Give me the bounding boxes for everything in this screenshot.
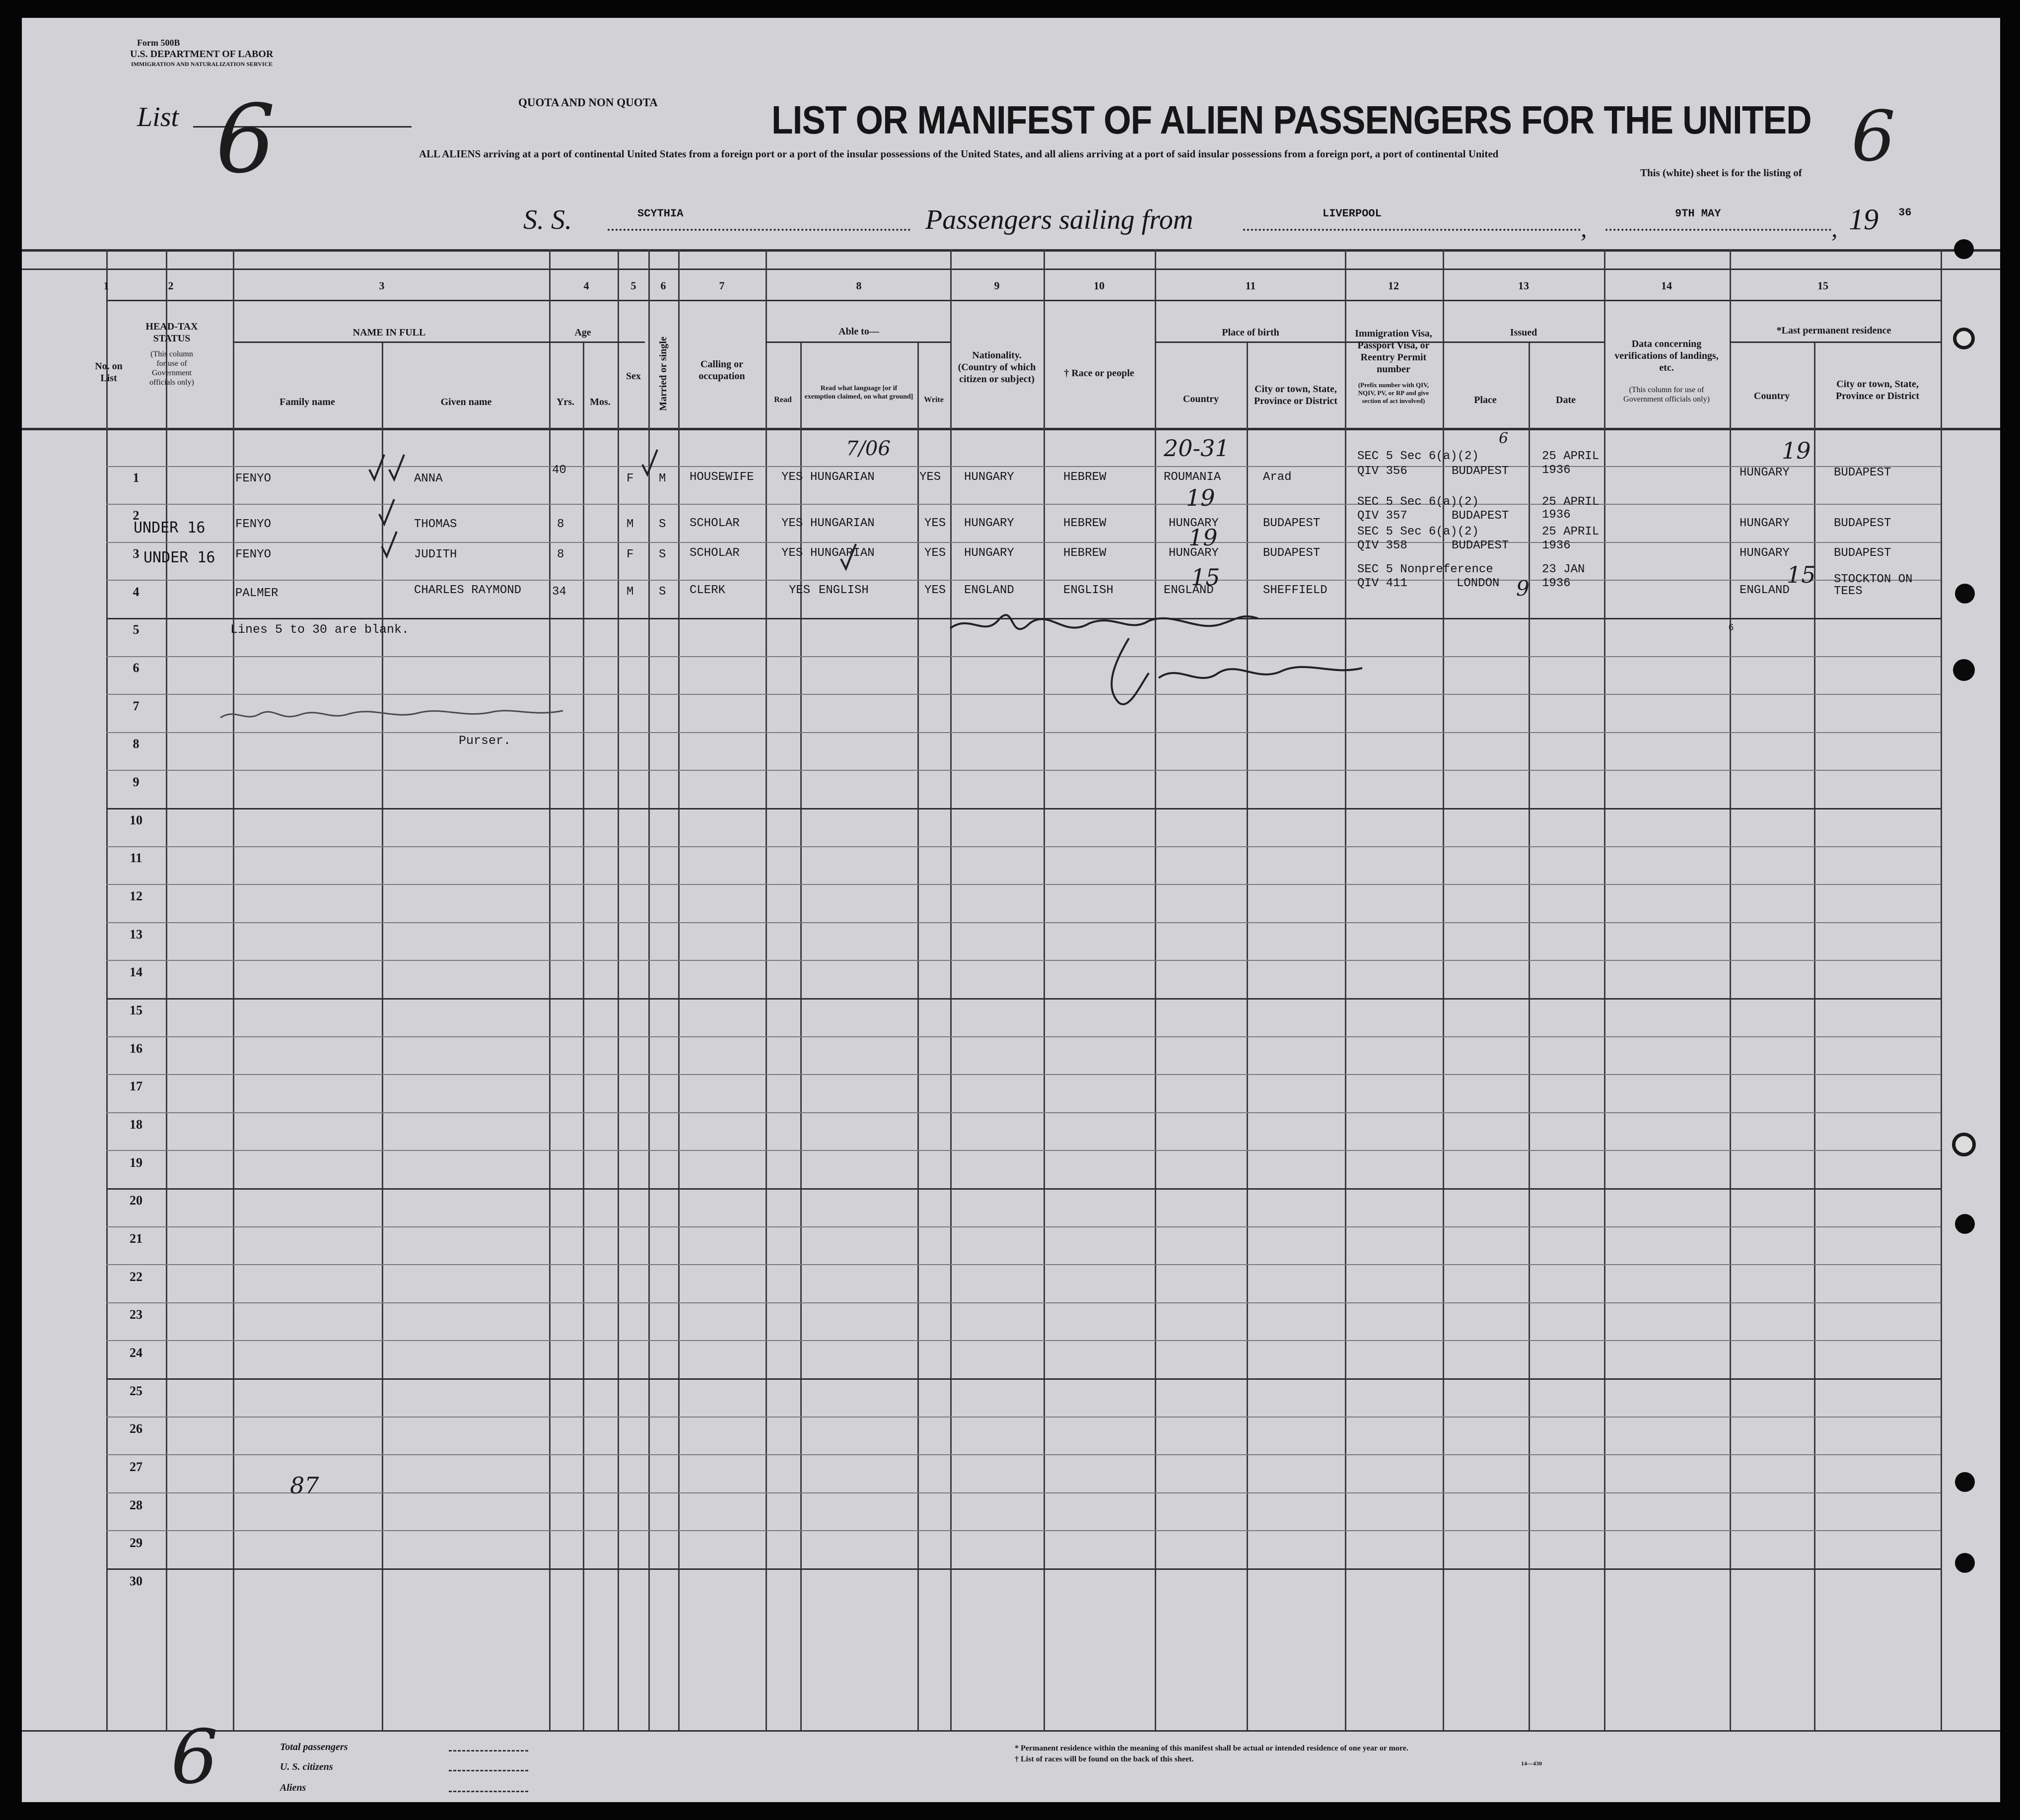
- occupation: SCHOLAR: [690, 517, 740, 530]
- year-suffix: 36: [1898, 206, 1912, 219]
- race: ENGLISH: [1063, 584, 1114, 597]
- given-name: THOMAS: [414, 518, 457, 531]
- header-family-name: Family name: [279, 397, 335, 407]
- row-number: 6: [133, 661, 139, 675]
- row-number: 17: [130, 1079, 142, 1093]
- col-number: 7: [719, 279, 725, 292]
- purser-signature: [215, 703, 573, 728]
- row-divider: [106, 732, 1941, 733]
- birth-country: HUNGARY: [1169, 546, 1219, 560]
- birth-city: Arad: [1263, 471, 1292, 484]
- row-number: 13: [130, 927, 142, 942]
- handwritten-note: 19: [1186, 484, 1215, 511]
- row-divider: [106, 770, 1941, 771]
- handwritten-note: 6: [1499, 430, 1509, 447]
- handwritten-note: 20-31: [1164, 435, 1230, 462]
- handwritten-mark: 6: [171, 1714, 218, 1801]
- header-given-name: Given name: [440, 397, 492, 407]
- header-data-note: (This column for use of Government officials only): [1623, 386, 1710, 404]
- port-underline: [1243, 229, 1581, 231]
- header-res-country: Country: [1753, 391, 1790, 402]
- department-label: U.S. DEPARTMENT OF LABOR: [130, 49, 274, 60]
- check-marks: [320, 445, 866, 604]
- sex: M: [627, 518, 634, 531]
- col-number: 14: [1661, 279, 1672, 292]
- header-birth-city: City or town, State, Province or District: [1254, 384, 1338, 406]
- given-name: CHARLES RAYMOND: [414, 584, 522, 597]
- row-divider: [106, 1226, 1941, 1227]
- header-read-language: Read what language [or if exemption claimed, on what ground]: [804, 385, 913, 401]
- binder-hole: [1952, 1133, 1976, 1156]
- handwritten-note: 9: [1516, 576, 1530, 601]
- row-number: 15: [130, 1003, 142, 1017]
- row-number: 21: [130, 1231, 142, 1246]
- row-number: 28: [130, 1498, 142, 1512]
- sex: F: [627, 548, 634, 561]
- header-no-on-list: No. on List: [95, 361, 123, 384]
- header-visa-note: (Prefix number with QIV, NQIV, PV, or RP and give section of act involved): [1358, 381, 1429, 404]
- col-number: 12: [1388, 279, 1399, 292]
- row-number: 26: [130, 1421, 142, 1436]
- row-divider: [106, 1074, 1941, 1075]
- header-married: Married or single: [658, 337, 669, 411]
- col-number: 4: [583, 279, 589, 292]
- header-calling: Calling or occupation: [698, 359, 745, 382]
- sex: M: [627, 585, 634, 599]
- sailing-label: Passengers sailing from: [925, 204, 1193, 235]
- birth-country: ENGLAND: [1164, 584, 1214, 597]
- header-able-to: Able to—: [838, 326, 879, 337]
- col-number: 1: [103, 279, 109, 292]
- small-mark: 6: [1729, 622, 1734, 632]
- row-number: 4: [133, 585, 139, 599]
- row-number: 27: [130, 1460, 142, 1474]
- issue-year: 1936: [1542, 508, 1571, 522]
- issue-date: 25 APRIL: [1542, 525, 1600, 539]
- birth-city: BUDAPEST: [1263, 546, 1321, 560]
- given-name: JUDITH: [414, 548, 457, 561]
- row-number: 11: [130, 851, 142, 865]
- race: HEBREW: [1063, 471, 1107, 484]
- issue-year: 1936: [1542, 539, 1571, 552]
- blank-lines-note: Lines 5 to 30 are blank.: [230, 622, 410, 637]
- residence-city: BUDAPEST: [1834, 546, 1891, 560]
- handwritten-note: 15: [1191, 564, 1220, 591]
- given-name: ANNA: [414, 472, 443, 485]
- row-number: 10: [130, 813, 142, 827]
- quota-label: QUOTA AND NON QUOTA: [518, 96, 658, 109]
- nationality: HUNGARY: [964, 517, 1014, 530]
- header-race: † Race or people: [1064, 368, 1134, 379]
- col-number: 3: [379, 279, 385, 292]
- issue-place: LONDON: [1457, 577, 1500, 590]
- binder-hole: [1955, 1472, 1975, 1492]
- total-passengers-label: Total passengers: [280, 1742, 348, 1753]
- list-number: 6: [215, 84, 276, 194]
- header-mos: Mos.: [590, 397, 611, 407]
- footnote-races: † List of races will be found on the back of this sheet.: [1015, 1755, 1194, 1763]
- read-language: HUNGARIAN: [810, 471, 875, 484]
- header-issued: Issued: [1510, 327, 1537, 338]
- binder-hole: [1955, 1553, 1975, 1573]
- col-number: 10: [1094, 279, 1105, 292]
- residence-city: STOCKTON ON TEES: [1834, 573, 1913, 598]
- marital-status: S: [659, 548, 666, 561]
- row-number: 9: [133, 775, 139, 789]
- row-number: 12: [130, 889, 142, 903]
- header-yrs: Yrs.: [556, 397, 575, 407]
- marital-status: S: [659, 518, 666, 531]
- sex: F: [627, 472, 634, 485]
- residence-country: ENGLAND: [1740, 584, 1790, 597]
- manifest-title: LIST OR MANIFEST OF ALIEN PASSENGERS FOR THE UNITED: [771, 98, 1811, 142]
- row-number: 18: [130, 1117, 142, 1132]
- issue-year: 1936: [1542, 464, 1571, 477]
- residence-city: BUDAPEST: [1834, 466, 1891, 479]
- nationality: HUNGARY: [964, 546, 1014, 560]
- manifest-subtitle: ALL ALIENS arriving at a port of continental United States from a foreign port or a port of the insular possessions of the United States, and all aliens arriving at a port of said insular possessions from a foreign port, a port of continental United: [419, 148, 1499, 160]
- issue-date: 25 APRIL: [1542, 450, 1600, 463]
- row-divider: [106, 1112, 1941, 1113]
- row-divider: [106, 884, 1941, 885]
- issue-place: BUDAPEST: [1452, 539, 1509, 552]
- read-language: HUNGARIAN: [810, 546, 875, 560]
- family-name: PALMER: [235, 587, 279, 600]
- header-write: Write: [924, 396, 944, 404]
- age-years: 34: [552, 585, 566, 599]
- row-divider: [106, 846, 1941, 847]
- service-label: IMMIGRATION AND NATURALIZATION SERVICE: [131, 61, 273, 67]
- visa-section: SEC 5 Nonpreference: [1357, 563, 1493, 576]
- manifest-sheet: Form 500B U.S. DEPARTMENT OF LABOR IMMIGRATION AND NATURALIZATION SERVICE List 6 QUOTA AND NON QUOTA LIST OR MANIFEST OF ALIEN PASSENGERS FOR THE UNITED ALL ALIENS arriving at a port of continental United States from a foreign port or a port of the insular possessions of the United States, and all aliens arriving at a port of said insular possessions from a foreign port, a port of continental United This (white) sheet is for the listing of 6 S. S. SCYTHIA Passengers sailing from LIVERPOOL , 9TH MAY , 19 36 1 2 3 4 5 6 7 8 9 10 11 12 13 14 15 No. on List HEAD-TAX STATUS (This column for use of Government officials only) NAME IN FULL Family name Given name Age Yrs. Mos. Sex Married or single Calling or occupation Able to— Read Read what language [or if exemption claimed, on what ground] Write Nationality. (Country of which citizen or subject) † Race or people Place of birth Country City or town, State, Province or District Immigration Visa, Passport Visa, or Reentry Permit number (Prefix number with QIV, NQIV, PV, or RP and give section of act involved) Issued Place Date Data concerning verifications of landings, etc. (This column for use of Government officials only) *Last permanent residence Country City or town, State, Province or District 1 2 3 4 5 6 7 8 9 10 11 12 13 14 15 16 17 18 19 20 21 22 23 24 25 26 27 28 29 30 FENYO ANNA 40 F M HOUSEWIFE YES HUNGARIAN YES HUNGARY HEBREW ROUMANIA Arad SEC 5 Sec 6(a)(2) QIV 356 BUDAPEST 25 APRIL 1936 HUNGARY BUDAPEST UNDER 16 FENYO THOMAS 8 M S SCHOLAR YES HUNGARIAN YES HUNGARY HEBREW HUNGARY BUDAPEST SEC 5 Sec 6(a)(2) QIV 357 BUDAPEST 25 APRIL 1936 HUNGARY BUDAPEST UNDER 16 FENYO JUDITH 8 F S SCHOLAR YES HUNGARIAN YES HUNGARY HEBREW HUNGARY BUDAPEST SEC 5 Sec 6(a)(2) QIV 358 BUDAPEST 25 APRIL 1936 HUNGARY BUDAPEST PALMER CHARLES RAYMOND 34 M S CLERK YES ENGLISH YES ENGLAND ENGLISH ENGLAND SHEFFIELD SEC 5 Nonpreference QIV 411 LONDON 23 JAN 1936 ENGLAND STOCKTON ON TEES Lines 5 to 30 are blank. Purser. 87 20-31 19 19 15 19 15 7/06 9 6 6 Total passengers U. S. citizens Aliens 6 * Permanent residence within the meaning of this manifest shall be actual or intended residence of one year or more. † List of races will be found on the back of this sheet. 14—430: [22, 18, 2000, 1802]
- family-name: FENYO: [235, 472, 272, 485]
- row-number: 5: [133, 622, 139, 637]
- issue-year: 1936: [1542, 577, 1571, 590]
- header-place-of-birth: Place of birth: [1222, 327, 1279, 338]
- row-divider: [106, 1530, 1941, 1531]
- row-divider: [106, 1150, 1941, 1151]
- row-divider: [106, 1264, 1941, 1265]
- race: HEBREW: [1063, 517, 1107, 530]
- col-number: 6: [660, 279, 666, 292]
- occupation: SCHOLAR: [690, 546, 740, 560]
- corner-mark: 6: [1851, 96, 1896, 177]
- row-number: 30: [130, 1574, 142, 1588]
- race: HEBREW: [1063, 546, 1107, 560]
- issue-place: BUDAPEST: [1452, 465, 1509, 478]
- us-citizens-label: U. S. citizens: [280, 1761, 333, 1772]
- residence-country: HUNGARY: [1740, 546, 1790, 560]
- header-issue-date: Date: [1556, 395, 1576, 405]
- handwritten-note: 19: [1782, 437, 1811, 464]
- handwritten-note: 15: [1787, 561, 1816, 588]
- col-number: 11: [1245, 279, 1256, 292]
- col-number: 2: [168, 279, 174, 292]
- row-number: 16: [130, 1041, 142, 1056]
- port-name: LIVERPOOL: [1323, 207, 1382, 220]
- ship-name: SCYTHIA: [637, 207, 684, 220]
- binder-hole: [1953, 659, 1975, 681]
- header-sex: Sex: [626, 371, 641, 382]
- birth-city: SHEFFIELD: [1263, 584, 1327, 597]
- nationality: HUNGARY: [964, 471, 1014, 484]
- residence-country: HUNGARY: [1740, 517, 1790, 530]
- header-birth-country: Country: [1183, 394, 1219, 404]
- age-years: 8: [557, 518, 564, 531]
- visa-section: SEC 5 Sec 6(a)(2): [1357, 450, 1479, 463]
- row-divider: [106, 998, 1941, 1000]
- birth-country: HUNGARY: [1169, 517, 1219, 530]
- manifest-subtitle-2: This (white) sheet is for the listing of: [1640, 167, 1802, 179]
- row-divider: [106, 1454, 1941, 1455]
- can-read: YES: [781, 517, 803, 530]
- row-number: 19: [130, 1155, 142, 1170]
- row-divider: [106, 922, 1941, 923]
- issue-date: 23 JAN: [1542, 563, 1585, 576]
- row-number: 20: [130, 1193, 142, 1208]
- header-read: Read: [774, 396, 792, 404]
- inspector-signature: [940, 604, 1387, 723]
- visa-number: QIV 356: [1357, 465, 1407, 478]
- row-number: 7: [133, 699, 139, 713]
- col-number: 5: [630, 279, 636, 292]
- form-number: Form 500B: [137, 38, 180, 48]
- header-head-tax: HEAD-TAX STATUS: [145, 321, 198, 344]
- visa-number: QIV 357: [1357, 509, 1407, 523]
- row-number: 29: [130, 1536, 142, 1550]
- visa-section: SEC 5 Sec 6(a)(2): [1357, 495, 1479, 509]
- header-head-tax-note: (This column for use of Government officials only): [149, 350, 194, 387]
- row-number: 1: [133, 471, 139, 485]
- row-divider: [106, 1378, 1941, 1380]
- row-divider: [106, 1416, 1941, 1417]
- residence-city: BUDAPEST: [1834, 517, 1891, 530]
- row-number: 8: [133, 737, 139, 751]
- header-data-landings: Data concerning verifications of landings, etc.: [1614, 338, 1719, 373]
- family-name: FENYO: [235, 548, 272, 561]
- sailing-date: 9TH MAY: [1675, 207, 1721, 220]
- purser-label: Purser.: [459, 734, 511, 748]
- marital-status: S: [659, 585, 666, 599]
- row-divider: [106, 808, 1941, 809]
- occupation: CLERK: [690, 584, 726, 597]
- read-language: HUNGARIAN: [810, 517, 875, 530]
- col-number: 8: [856, 279, 862, 292]
- can-write: YES: [924, 517, 946, 530]
- binder-hole: [1955, 584, 1975, 604]
- margin-number: 87: [290, 1472, 319, 1499]
- visa-section: SEC 5 Sec 6(a)(2): [1357, 525, 1479, 539]
- row-divider: [106, 1036, 1941, 1037]
- row-divider: [106, 1302, 1941, 1303]
- ship-underline: [608, 229, 910, 231]
- marital-status: M: [659, 472, 666, 485]
- ss-label: S. S.: [523, 204, 572, 235]
- visa-number: QIV 411: [1357, 577, 1407, 590]
- header-age: Age: [574, 327, 591, 338]
- binder-hole: [1955, 1214, 1975, 1234]
- occupation: HOUSEWIFE: [690, 471, 754, 484]
- head-tax-status: UNDER 16: [134, 519, 206, 537]
- footnote-permanent-residence: * Permanent residence within the meaning of this manifest shall be actual or intended residence of one year or more.: [1015, 1744, 1408, 1753]
- header-issue-place: Place: [1474, 395, 1497, 405]
- can-read: YES: [781, 546, 803, 560]
- can-write: YES: [919, 471, 941, 484]
- row-number: 23: [130, 1307, 142, 1322]
- binder-hole: [1953, 328, 1975, 349]
- date-underline: [1605, 229, 1831, 231]
- header-name-in-full: NAME IN FULL: [352, 327, 426, 338]
- row-number: 24: [130, 1346, 142, 1360]
- residence-country: HUNGARY: [1740, 466, 1790, 479]
- row-number: 22: [130, 1270, 142, 1284]
- birth-country: ROUMANIA: [1164, 471, 1221, 484]
- age-years: 40: [552, 464, 566, 477]
- row-number: 14: [130, 965, 142, 979]
- year-prefix: 19: [1849, 203, 1879, 236]
- header-nationality: Nationality. (Country of which citizen or subject): [958, 350, 1036, 385]
- can-write: YES: [924, 584, 946, 597]
- birth-city: BUDAPEST: [1263, 517, 1321, 530]
- aliens-label: Aliens: [280, 1782, 306, 1793]
- row-number: 2: [133, 508, 139, 523]
- nationality: ENGLAND: [964, 584, 1014, 597]
- row-number: 3: [133, 546, 139, 561]
- age-years: 8: [557, 548, 564, 561]
- read-language: ENGLISH: [819, 584, 869, 597]
- header-visa: Immigration Visa, Passport Visa, or Reentry Permit number: [1355, 328, 1432, 375]
- header-res-city: City or town, State, Province or District: [1835, 379, 1920, 402]
- issue-date: 25 APRIL: [1542, 495, 1600, 509]
- col-number: 15: [1817, 279, 1828, 292]
- row-divider: [106, 960, 1941, 961]
- handwritten-note: 19: [1188, 524, 1218, 551]
- header-last-residence: *Last permanent residence: [1776, 325, 1891, 336]
- binder-hole: [1954, 239, 1974, 259]
- can-read: YES: [789, 584, 811, 597]
- col-number: 13: [1518, 279, 1529, 292]
- family-name: FENYO: [235, 518, 272, 531]
- head-tax-status: UNDER 16: [143, 549, 215, 566]
- row-divider: [106, 1568, 1941, 1570]
- row-number: 25: [130, 1384, 142, 1398]
- handwritten-note: 7/06: [846, 437, 891, 460]
- issue-place: BUDAPEST: [1452, 509, 1509, 523]
- row-divider: [106, 1492, 1941, 1493]
- can-read: YES: [781, 471, 803, 484]
- row-divider: [106, 1188, 1941, 1190]
- visa-number: QIV 358: [1357, 539, 1407, 552]
- list-label: List: [137, 102, 179, 133]
- can-write: YES: [924, 546, 946, 560]
- row-divider: [106, 1340, 1941, 1341]
- col-number: 9: [994, 279, 1000, 292]
- form-code: 14—430: [1521, 1760, 1542, 1767]
